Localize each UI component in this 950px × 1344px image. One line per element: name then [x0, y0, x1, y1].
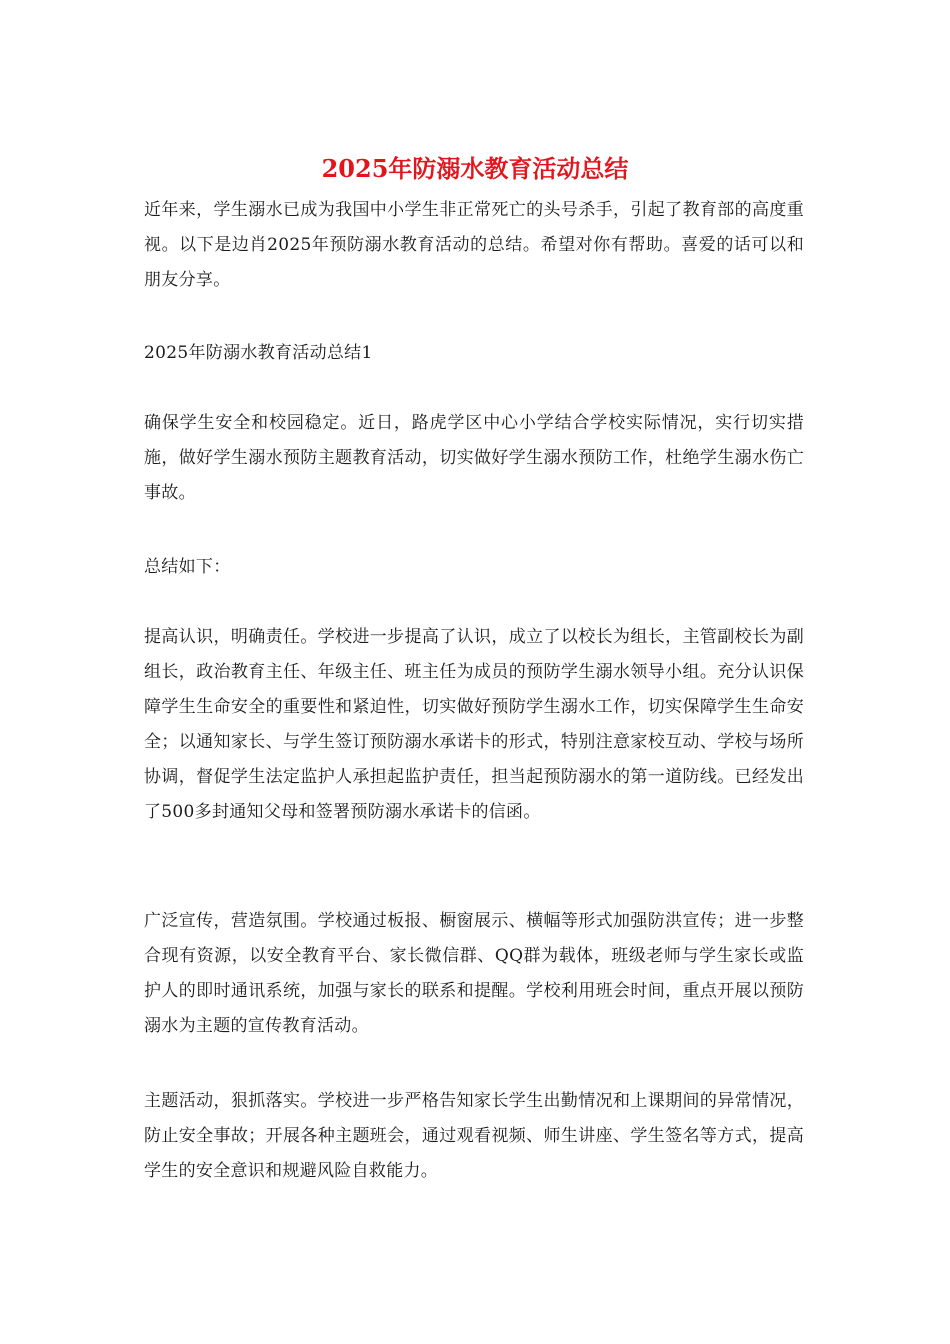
- summary-label: 总结如下：: [144, 557, 231, 577]
- body-paragraph-activities: 主题活动，狠抓落实。学校进一步严格告知家长学生出勤情况和上课期间的异常情况，防止安全事故；开展各种主题班会，通过观看视频、师生讲座、学生签名等方式，提高学生的安全意识和规避风险自救能力。: [144, 1091, 804, 1181]
- body-paragraph-responsibility: 提高认识，明确责任。学校进一步提高了认识，成立了以校长为组长，主管副校长为副组长，政治教育主任、年级主任、班主任为成员的预防学生溺水领导小组。充分认识保障学生生命安全的重要性和紧迫性，切实做好预防学生溺水工作，切实保障学生生命安全；以通知家长、与学生签订预防溺水承诺卡的形式，特别注意家校互动、学校与场所协调，督促学生法定监护人承担起监护责任，担当起预防溺水的第一道防线。已经发出了500多封通知父母和签署预防溺水承诺卡的信函。: [144, 627, 804, 822]
- intro-paragraph: 近年来，学生溺水已成为我国中小学生非正常死亡的头号杀手，引起了教育部的高度重视。以下是边肖2025年预防溺水教育活动的总结。希望对你有帮助。喜爱的话可以和朋友分享。: [144, 200, 804, 290]
- document-title: 2025年防溺水教育活动总结: [321, 154, 629, 183]
- section-heading: 2025年防溺水教育活动总结1: [144, 343, 373, 363]
- body-paragraph: 确保学生安全和校园稳定。近日，路虎学区中心小学结合学校实际情况，实行切实措施，做好学生溺水预防主题教育活动，切实做好学生溺水预防工作，杜绝学生溺水伤亡事故。: [144, 413, 804, 503]
- body-paragraph-publicity: 广泛宣传，营造氛围。学校通过板报、橱窗展示、横幅等形式加强防洪宣传；进一步整合现有资源，以安全教育平台、家长微信群、QQ群为载体，班级老师与学生家长或监护人的即时通讯系统，加强与家长的联系和提醒。学校利用班会时间，重点开展以预防溺水为主题的宣传教育活动。: [144, 911, 804, 1036]
